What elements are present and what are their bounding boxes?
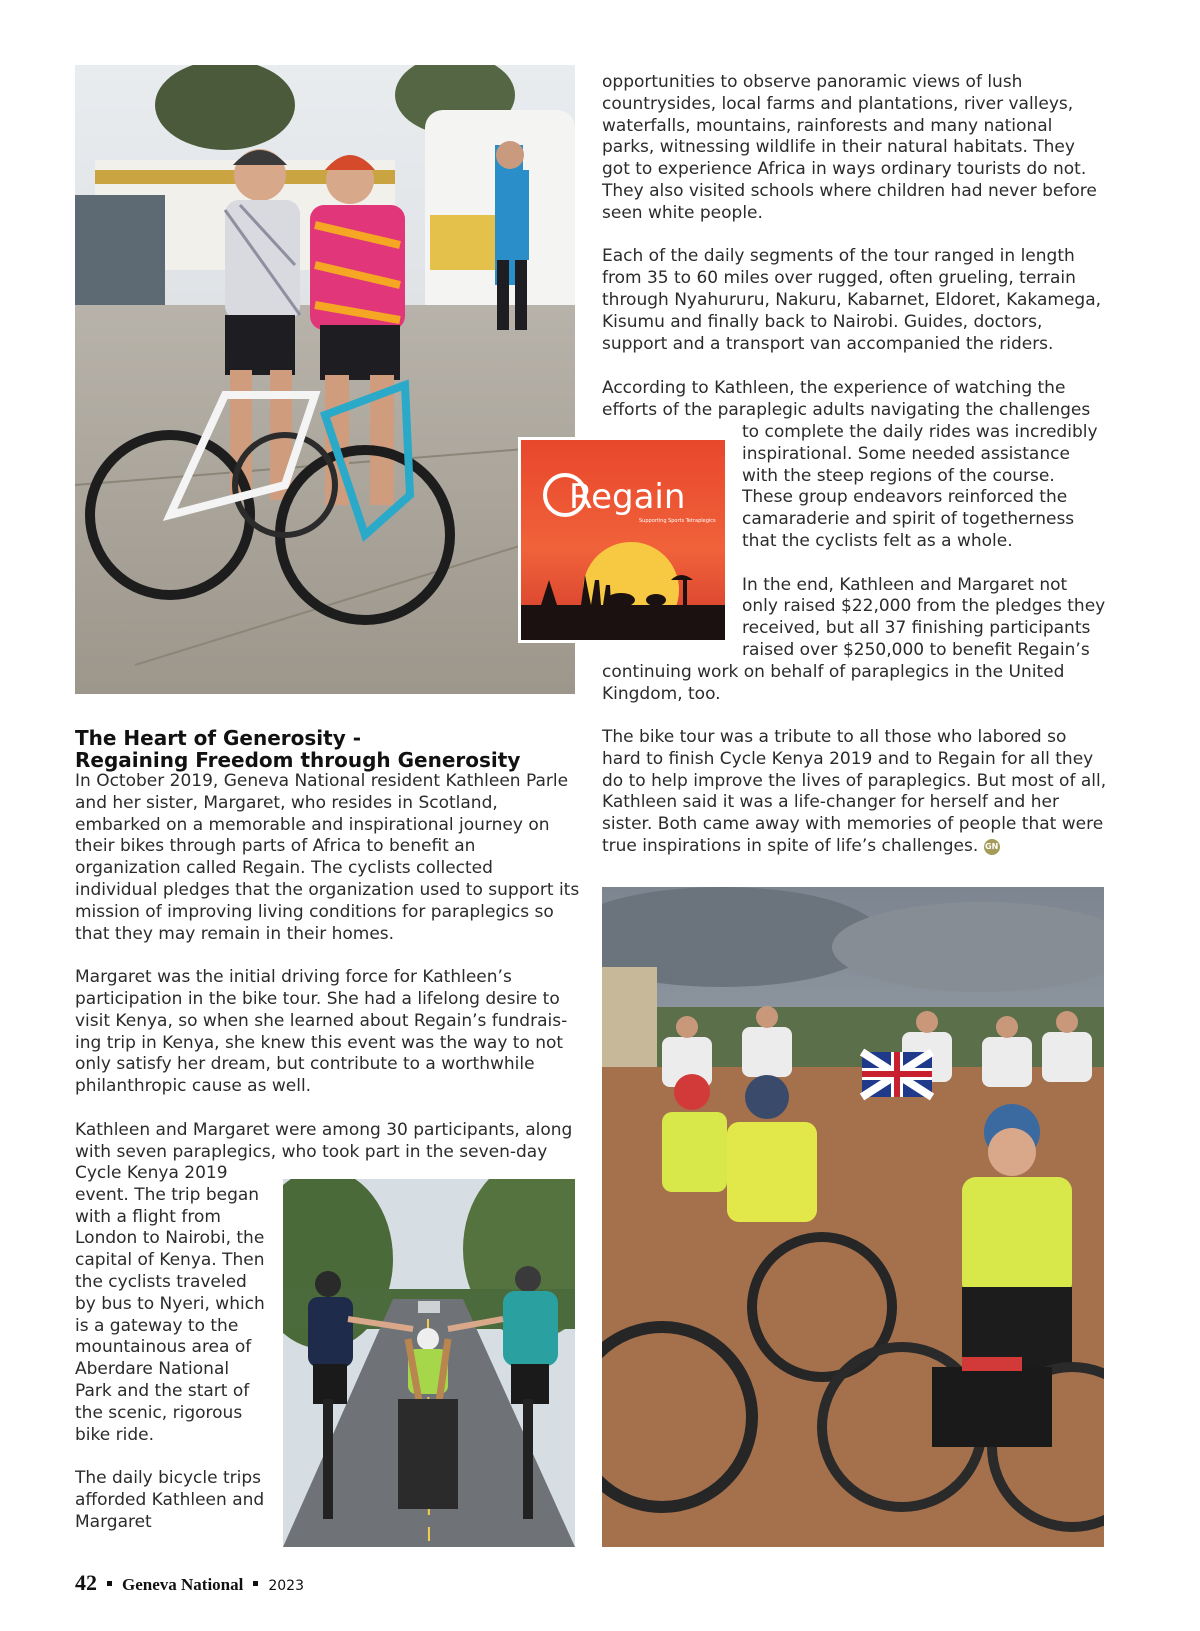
photo-regain-banner — [521, 440, 725, 640]
paragraph: opportunities to observe panoramic views of lush countrysides, local farms and plantations, river valleys, waterfalls, mountains, rainforests and many national parks, witnessing wildlife in their natural habitats. They got to experience Africa in ways ordinary tourists do not. They also visited schools where children had never before seen white people. — [602, 72, 1097, 223]
page-footer — [75, 1570, 304, 1596]
separator-dot — [107, 1581, 112, 1586]
paragraph: In October 2019, Geneva National resident Kathleen Parle and her sister, Margaret, who resides in Scotland, embarked on a memorable and inspirational journey on their bikes through parts of Africa to benefit an organization called Regain. The cyclists collected individual pledges that the organization used to support its mission of improving living conditions for paraplegics so that they may remain in their homes. — [75, 771, 580, 944]
heading-line-1: The Heart of Generosity - — [75, 726, 362, 750]
paragraph: Margaret was the initial driving force for Kathleen’s participation in the bike tour. She had a lifelong desire to visit Kenya, so when she learned about Regain’s fundrais-ing trip in Kenya, she knew this event was the way to not only satisfy her dream, but contribute to a worthwhile philanthropic cause as well. — [75, 967, 568, 1097]
end-mark-icon: GN — [984, 839, 1000, 855]
regain-logo-subtitle: Supporting Sports Tetraplegics — [639, 518, 716, 524]
regain-logo-text: Regain — [569, 477, 686, 517]
paragraph: The daily bicycle trips afforded Kathleen and Margaret — [75, 1468, 265, 1532]
right-column-block-2b — [742, 422, 1107, 662]
heading-line-2: Regaining Freedom through Generosity — [75, 748, 521, 772]
right-column-block-4 — [602, 727, 1107, 858]
right-column-block-1 — [602, 72, 1107, 377]
publication-name: Geneva National — [122, 1575, 244, 1594]
photo-women-with-bikes — [75, 65, 575, 694]
article-heading — [75, 727, 575, 771]
paragraph: According to Kathleen, the experience of watching the efforts of the paraplegic adults navigating the challenges — [602, 378, 1091, 420]
photo-road-cyclists — [283, 1179, 575, 1547]
paragraph: In the end, Kathleen and Margaret not only raised $22,000 from the pledges they received, but all 37 finishing participants raised over $250,000 to benefit Regain’s — [742, 574, 1106, 660]
paragraph: Each of the daily segments of the tour ranged in length from 35 to 60 miles over rugged, often grueling, terrain through Nyahururu, Nakuru, Kabarnet, Eldoret, Kakamega, Kisumu and finally back to Nairobi. Guides, doctors, support and a transport van accompanied the riders. — [602, 246, 1102, 354]
right-column-block-2a — [602, 378, 1107, 422]
right-column-block-3b — [602, 662, 1107, 727]
page-number: 42 — [75, 1570, 97, 1595]
left-column-block-1 — [75, 771, 580, 1163]
paragraph: Kathleen and Margaret were among 30 participants, along with seven paraplegics, who took part in the seven-day — [75, 1119, 573, 1162]
paragraph: to complete the daily rides was incredibly inspirational. Some needed assistance with the steep regions of the course. These group endeavors reinforced the camaraderie and spirit of togetherness that the cyclists felt as a whole. — [742, 422, 1098, 551]
paragraph: continuing work on behalf of paraplegics in the United Kingdom, too. — [602, 662, 1065, 704]
left-column-block-narrow — [75, 1163, 270, 1555]
publication-year: 2023 — [268, 1578, 304, 1594]
paragraph: Cycle Kenya 2019 event. The trip began with a flight from London to Nairobi, the capital of Kenya. Then the cyclists traveled by bus to Nyeri, which is a gateway to the mountainous area of Aberdare National Park and the start of the scenic, rigorous bike ride. — [75, 1163, 265, 1445]
paragraph: The bike tour was a tribute to all those who labored so hard to finish Cycle Kenya 2019 and to Regain for all they do to help improve the lives of paraplegics. But most of all, Kathleen said it was a life-changer for herself and her sister. Both came away with memories of people that were true inspirations in spite of life’s challenges. — [602, 727, 1107, 856]
separator-dot — [253, 1581, 258, 1586]
photo-crowd-handcyclists — [602, 887, 1104, 1547]
